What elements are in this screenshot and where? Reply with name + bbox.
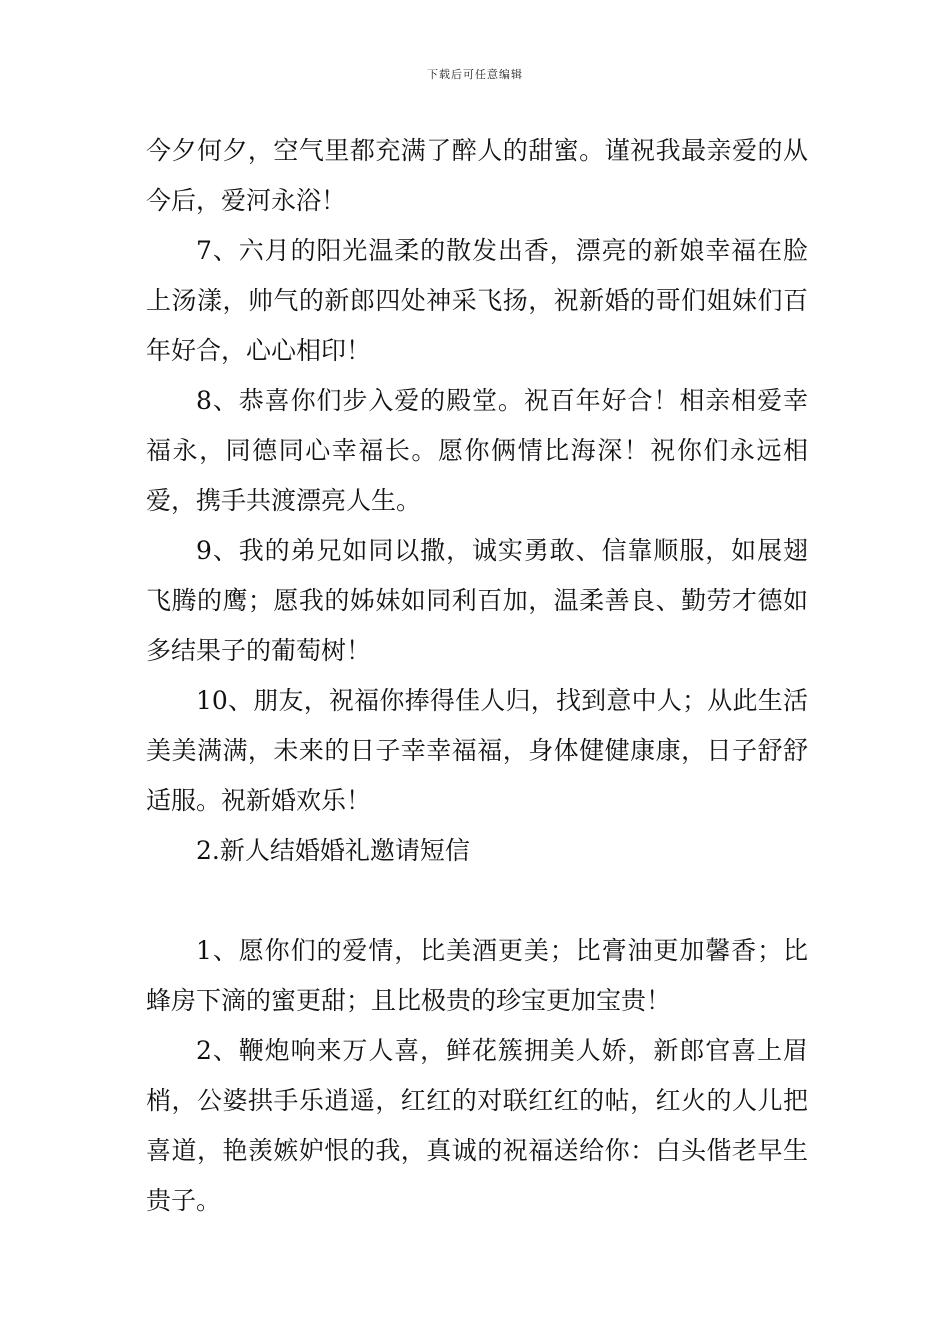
paragraph-item-8: 8、恭喜你们步入爱的殿堂。祝百年好合！相亲相爱幸福永，同德同心幸福长。愿你俩情比海深！祝你们永远相爱，携手共渡漂亮人生。: [146, 386, 808, 515]
document-body: [146, 126, 808, 1226]
paragraph-invite-1: 1、愿你们的爱情，比美酒更美；比膏油更加馨香；比蜂房下滴的蜜更甜；且比极贵的珍宝更加宝贵！: [146, 936, 808, 1015]
paragraph-continuation: 今夕何夕，空气里都充满了醉人的甜蜜。谨祝我最亲爱的从今后，爱河永浴！: [146, 136, 808, 215]
paragraph-item-7: 7、六月的阳光温柔的散发出香，漂亮的新娘幸福在脸上汤漾，帅气的新郎四处神采飞扬，祝新婚的哥们姐妹们百年好合，心心相印！: [146, 236, 808, 365]
paragraph-invite-2: 2、鞭炮响来万人喜，鲜花簇拥美人娇，新郎官喜上眉梢，公婆拱手乐逍遥，红红的对联红红的帖，红火的人儿把喜道，艳羡嫉妒恨的我，真诚的祝福送给你：白头偕老早生贵子。: [146, 1036, 808, 1215]
paragraph-item-10: 10、朋友，祝福你捧得佳人归，找到意中人；从此生活美美满满，未来的日子幸幸福福，身体健健康康，日子舒舒适服。祝新婚欢乐！: [146, 686, 808, 815]
paragraph-item-9: 9、我的弟兄如同以撒，诚实勇敢、信靠顺服，如展翅飞腾的鹰；愿我的姊妹如同利百加，温柔善良、勤劳才德如多结果子的葡萄树！: [146, 536, 808, 665]
page-header-note: 下载后可任意编辑: [427, 68, 523, 81]
section-title: 2.新人结婚婚礼邀请短信: [196, 836, 470, 865]
blank-line: [146, 876, 808, 926]
